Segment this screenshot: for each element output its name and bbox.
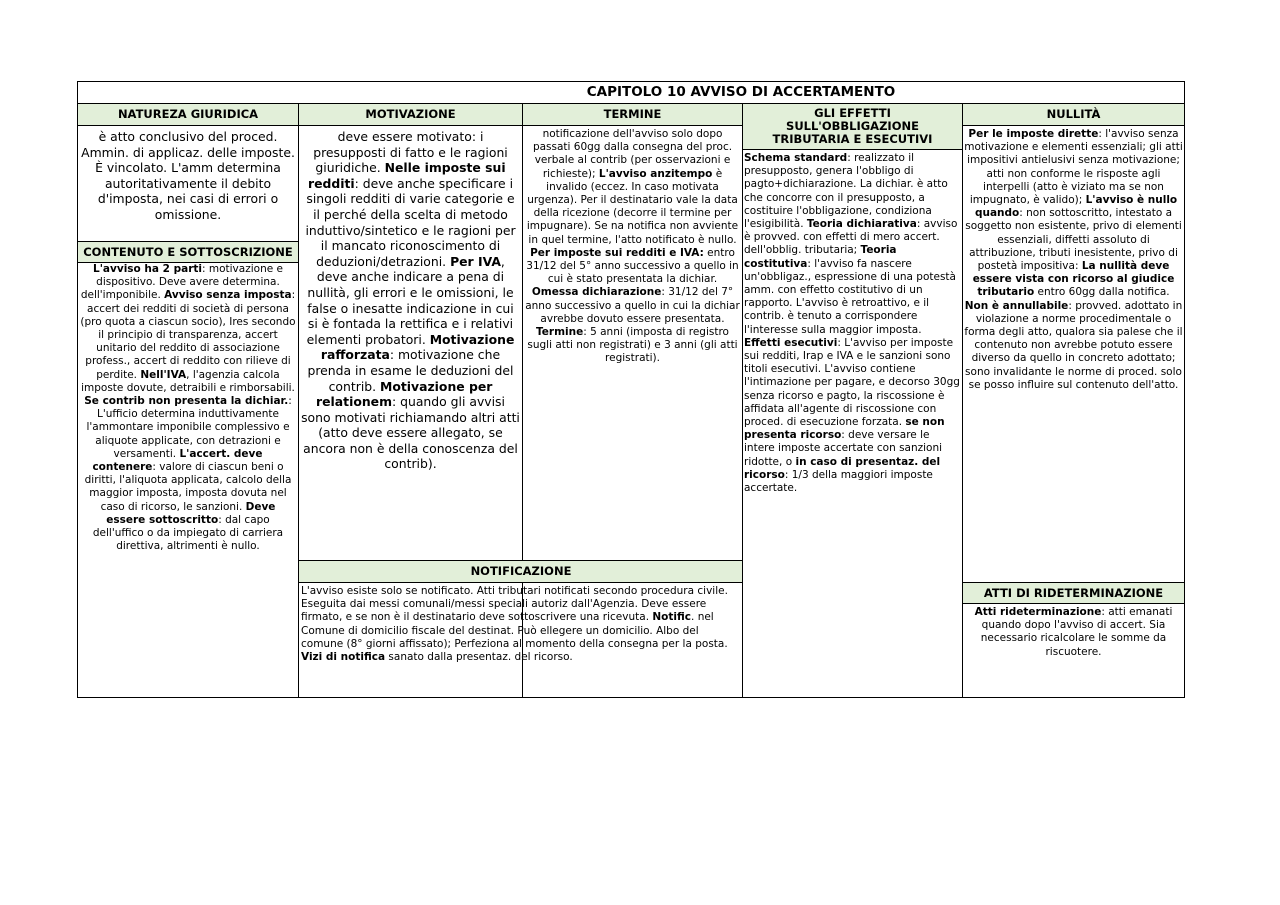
text-run: , l'agenzia calcola imposte dovute, detraibili e rimborsabili. (81, 368, 295, 394)
notificazione-text (299, 583, 743, 664)
bold-phrase: L'accert. deve contenere (92, 447, 263, 474)
bold-phrase: in caso di presentaz. del ricorso (744, 455, 941, 481)
section-notificazione (298, 560, 743, 697)
text-run: : accert dei redditi di società di persona (pro quota a ciascun socio), Ires secondo il principio di transparenza, accert unitario del reddito di associazione profess., accert di reddito con rilieve di perdite. (80, 289, 296, 381)
bold-phrase: Termine (536, 326, 584, 339)
text-run: : provved. adottato in violazione a norme procedimentale o forma degli atto, qualora sia palese che il contenuto non avrebbe potuto essere diverso da quello in concreto adottato; sono invalidante le norme di proced. solo se posso influire sul contenuto dell'atto. (964, 299, 1183, 391)
text-run: : L'ufficio determina induttivamente l'ammontare imponibile complessivo e aliquote applicate, con detrazioni e versamenti. (86, 395, 292, 460)
text-run: entro 60gg dalla notifica. (1034, 286, 1170, 299)
text-run: : deve versare le intere imposte accertate con sanzioni ridotte, o (744, 429, 943, 468)
header-motivazione: MOTIVAZIONE (299, 104, 522, 126)
text-run: : avviso è provved. con effetti di mero accert. dell'obblig. tributaria; (744, 218, 958, 257)
bold-phrase: Avviso senza imposta (164, 289, 292, 302)
bold-phrase: se non presenta ricorso (744, 416, 945, 442)
text-run: notificazione dell'avviso solo dopo passati 60gg dalla consegna del proc. verbale al contrib (per osservazioni e richieste); (532, 128, 733, 180)
text-run: : 5 anni (imposta di registro sugli atti non registrati) e 3 anni (gli atti registrati). (527, 326, 738, 365)
bold-phrase: Nell'IVA (140, 368, 187, 381)
text-run: : deve anche specificare i singoli redditi di varie categorie e il perché della scelta di metodo induttivo/sintetico e le ragioni per il mancato riconoscimento di deduzioni/detrazioni. (305, 175, 516, 269)
bold-phrase: La nullità deve essere vista con ricorso al giudice tributario (972, 260, 1175, 299)
text-run: : 31/12 del 7° anno successivo a quello in cui la dichiar avrebbe dovuto essere presentata. (525, 286, 740, 325)
text-run: : l'avviso fa nascere un'obbligaz., espressione di una potestà amm. con effetto costitutivo di un rapporto. L'avviso è retroattivo, e il contrib. è tenuto a corrispondere l'interesse sulla maggior imposta. (744, 257, 956, 336)
text-run: entro 31/12 del 5° anno successivo a quello in cui è stato presentata la dichiar. (526, 246, 739, 286)
bold-phrase: Atti rideterminazione (974, 606, 1102, 618)
termine-text (523, 126, 742, 560)
column-effetti (742, 104, 962, 697)
text-run: : 1/3 della maggiori imposte accertate. (744, 468, 933, 495)
bold-phrase: Teoria costitutiva (744, 244, 897, 270)
bold-phrase: Nelle imposte sui redditi (307, 160, 506, 191)
bold-phrase: Schema standard (744, 152, 848, 164)
text-run: : realizzato il presupposto, genera l'obbligo di pagto+dichiarazione. La dichiar. è atto che concorre con il presupposto, a costituire l'obbligazione, condiziona l'esigibilità. (744, 152, 948, 231)
column-natura-giuridica (78, 104, 298, 697)
natura-giuridica-text: è atto conclusivo del proced. Ammin. di applicaz. delle imposte. È vincolato. L'amm determina autoritativamente il debito d'imposta, nei casi di errori o omissione. (81, 129, 295, 222)
bold-phrase: L'avviso ha 2 parti (93, 263, 202, 275)
text-run: : l'avviso senza motivazione e elementi essenziali; gli atti impositivi antielusivi senza motivazione; atti non conforme le risposte agli interpelli (atto è viziato ma se non impugnato, è valido); (964, 128, 1183, 207)
text-run: : dal capo dell'uffico o da impiegato di carriera direttiva, altrimenti è nullo. (92, 513, 284, 553)
bold-phrase: Per le imposte dirette (968, 128, 1099, 140)
text-run: sanato dalla presentaz. del ricorso. (385, 651, 573, 664)
bold-phrase: Se contrib non presenta la dichiar. (84, 395, 289, 408)
bold-phrase: Motivazione rafforzata (320, 331, 515, 363)
bold-phrase: L'avviso è nullo quando (974, 194, 1178, 220)
contenuto-sottoscrizione-text (78, 263, 298, 553)
text-run: : atti emanati quando dopo l'avviso di accert. Sia necessario ricalcolare le somme da riscuotere. (980, 606, 1173, 658)
header-termine: TERMINE (523, 104, 742, 126)
atti-rideterminazione-text (963, 604, 1184, 659)
header-notificazione: NOTIFICAZIONE (299, 561, 743, 583)
bold-phrase: Omessa dichiarazione (531, 286, 662, 299)
header-effetti: GLI EFFETTI SULL'OBBLIGAZIONE TRIBUTARIA E ESECUTIVI (743, 104, 962, 150)
table-title: CAPITOLO 10 AVVISO DI ACCERTAMENTO (78, 82, 1184, 104)
bold-phrase: L'avviso anzitempo (598, 167, 713, 180)
nullita-text (963, 126, 1184, 582)
bold-phrase: Teoria dichiarativa (806, 218, 917, 231)
bold-phrase: Per imposte sui redditi e IVA: (530, 246, 704, 259)
text-run: : quando gli avvisi sono motivati richiamando altri atti (atto deve essere allegato, se ancora non è della conoscenza del contrib). (301, 394, 520, 472)
text-run: è invalido (eccez. In caso motivata urgenza). Per il destinatario vale la data della ricezione (decorre il termine per impugnare). Se na notifica non avviente in quel termine, l'atto notificato è nullo. (526, 167, 739, 246)
text-run: : motivazione che prenda in esame le deduzioni del contrib. (307, 347, 514, 394)
text-run: L'avviso esiste solo se notificato. Atti tributari notificati secondo procedura civile. Eseguita dai messi comunali/messi speciali autoriz dall'Agenzia. Deve essere firmato, e se non è il destinatario deve sottoscrivere una ricevuta. (301, 585, 728, 624)
column-nullita (962, 104, 1184, 697)
header-natura-giuridica: NATUREZA GIURIDICA (78, 104, 298, 126)
bold-phrase: Non è annullabile (964, 299, 1069, 312)
summary-table (77, 81, 1185, 698)
header-atti-rideterminazione: ATTI DI RIDETERMINAZIONE (963, 582, 1184, 604)
bold-phrase: Deve essere sottoscritto (106, 500, 276, 526)
text-run: : L'avviso per imposte sui redditi, Irap e IVA e le sanzioni sono titoli esecutivi. L'avviso contiene l'intimazione per pagare, e decorso 30gg senza ricorso e pagto, la riscossione è affidata all'agente di riscossione con proced. di esecuzione forzata. (744, 336, 960, 429)
bold-phrase: Per IVA (450, 253, 501, 269)
bold-phrase: Vizi di notifica (301, 651, 386, 664)
bold-phrase: Notific (652, 611, 692, 624)
motivazione-text (299, 126, 522, 560)
text-run: deve essere motivato: i presupposti di fatto e le ragioni giuridiche. (313, 129, 508, 176)
text-run: : motivazione e dispositivo. Deve avere determina. dell'imponibile. (80, 263, 283, 302)
bold-phrase: Effetti esecutivi (744, 336, 838, 349)
text-run: . nel Comune di domicilio fiscale del destinat. Può ellegere un domicilio. Albo del comune (8° giorni affissato); Perfeziona al momento della consegna per la posta. (301, 611, 728, 650)
text-run: , deve anche indicare a pena di nullità, gli errori e le omissioni, le false o inesatte indicazione in cui si è fontada la rettifica e i relativi elementi probatori. (306, 253, 514, 347)
bold-phrase: Motivazione per relationem (316, 378, 493, 410)
effetti-text (743, 150, 962, 495)
header-contenuto-sottoscrizione: CONTENUTO E SOTTOSCRIZIONE (78, 241, 298, 263)
header-nullita: NULLITÀ (963, 104, 1184, 126)
text-run: : valore di ciascun beni o diritti, l'aliquota applicata, calcolo della maggior imposta, imposta dovuta nel caso di ricorso, le sanzioni. (84, 461, 292, 513)
text-run: : non sottoscritto, intestato a soggetto non esistente, privo di elementi essenziali, diffetti assoluto di attribuzione, tributi inesistente, privo di postetà impositiva: (965, 207, 1182, 273)
